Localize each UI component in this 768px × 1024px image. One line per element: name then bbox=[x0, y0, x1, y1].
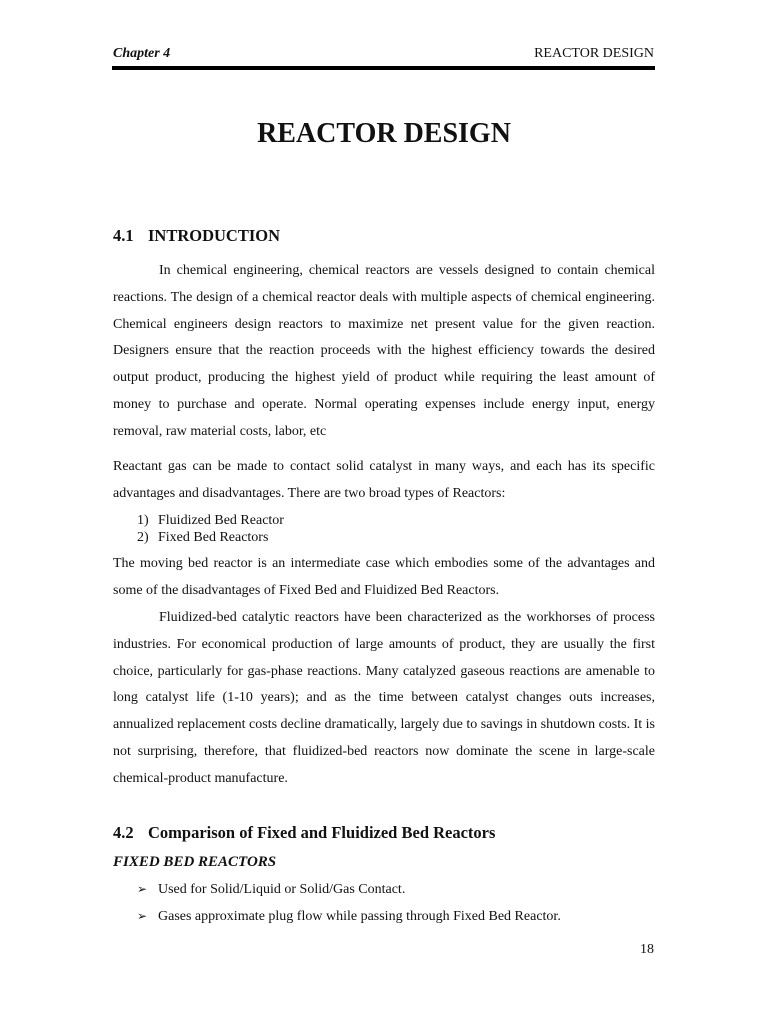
section-title: Comparison of Fixed and Fluidized Bed Reactors bbox=[148, 823, 496, 842]
page-title: REACTOR DESIGN bbox=[257, 118, 511, 149]
reactor-types-list bbox=[137, 512, 284, 546]
list-item: ➢ Gases approximate plug flow while passing through Fixed Bed Reactor. bbox=[137, 909, 561, 924]
arrowhead-bullet-icon: ➢ bbox=[137, 909, 148, 923]
section-heading-comparison bbox=[113, 823, 495, 843]
running-header-title: REACTOR DESIGN bbox=[534, 46, 654, 61]
section-title: INTRODUCTION bbox=[148, 226, 281, 245]
section-heading-introduction bbox=[113, 226, 280, 246]
intro-paragraph-4: Fluidized-bed catalytic reactors have been characterized as the workhorses of process industries. For economical production of large amounts of product, they are usually the first choice, particularly for gas-phase reactions. Many catalyzed gaseous reactions are amenable to long catalyst life (1-10 years); and as the time between catalyst changes outs increases, annualized replacement costs decline dramatically, largely due to savings in shutdown costs. It is not surprising, therefore, that fluidized-bed reactors now dominate the scene in large-scale chemical-product manufacture. bbox=[113, 610, 655, 786]
section-number: 4.1 bbox=[113, 226, 134, 245]
intro-paragraph-2: Reactant gas can be made to contact solid catalyst in many ways, and each has its specific advantages and disadvantages. There are two broad types of Reactors: bbox=[113, 459, 655, 501]
header-rule bbox=[112, 66, 655, 70]
list-item: 2) Fixed Bed Reactors bbox=[137, 530, 269, 545]
intro-paragraph-1: In chemical engineering, chemical reactors are vessels designed to contain chemical reactions. The design of a chemical reactor deals with multiple aspects of chemical engineering. Chemical engineers design reactors to maximize net present value for the given reaction. Designers ensure that the reaction proceeds with the highest efficiency towards the desired output product, producing the highest yield of product while requiring the least amount of money to purchase and operate. Normal operating expenses include energy input, energy removal, raw material costs, labor, etc bbox=[113, 263, 655, 439]
section-number: 4.2 bbox=[113, 823, 134, 842]
list-item: 1) Fluidized Bed Reactor bbox=[137, 513, 284, 528]
subheading-fixed-bed: FIXED BED REACTORS bbox=[113, 854, 277, 870]
running-header-chapter: Chapter 4 bbox=[113, 46, 171, 61]
list-item: ➢ Used for Solid/Liquid or Solid/Gas Contact. bbox=[137, 882, 406, 897]
page-number: 18 bbox=[640, 942, 654, 957]
intro-paragraph-3: The moving bed reactor is an intermediate case which embodies some of the advantages and some of the disadvantages of Fixed Bed and Fluidized Bed Reactors. bbox=[113, 556, 655, 598]
arrowhead-bullet-icon: ➢ bbox=[137, 882, 148, 896]
